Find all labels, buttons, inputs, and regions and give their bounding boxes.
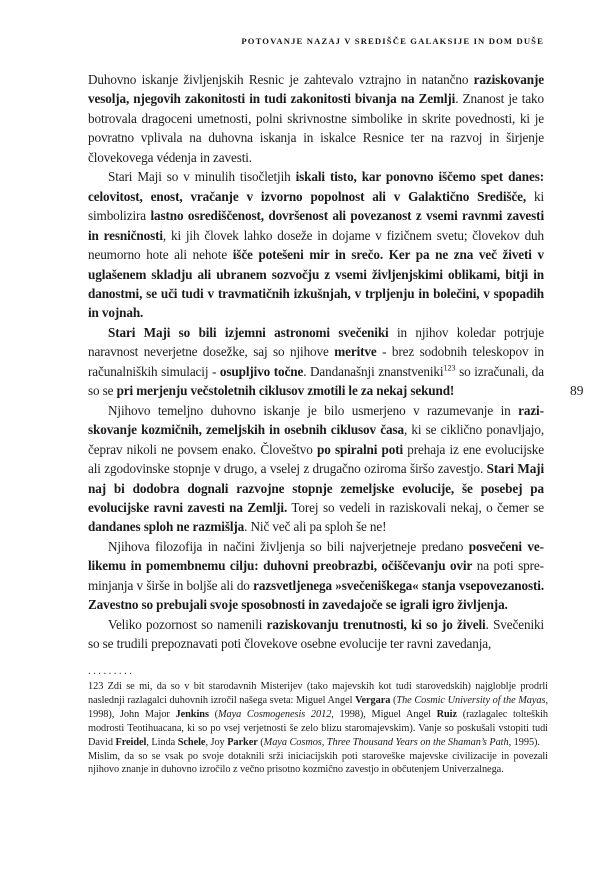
text-run: meritve [334, 344, 377, 360]
text-run: Njihova filozofija in načini življenja so bili najverjetneje predano [108, 538, 469, 554]
text-run: Stari Maji so v minulih tisočletjih [108, 169, 296, 185]
text-run: Jenkins [175, 708, 209, 720]
text-run: , ki jih človek lahko doseže in dojame v fizičnem svetu; človekov duh neumorno hote ali nehote [88, 227, 544, 263]
text-run: Mislim, da so se vsak po svoje dotaknili srži iniciacijskih poti staroveške majevske civilizacije in povezali njihovo znanje in duhovno izročilo z večno prisotno kozmično zavestjo in občutenjem Univerzalnega. [88, 750, 548, 776]
text-run: raziskovanje kozmičnih, zemeljskih in osebnih ciklusov časa [88, 402, 544, 438]
running-head: POTOVANJE NAZAJ V SREDIŠČE GALAKSIJE IN DOM DUŠE [241, 36, 544, 46]
text-run: lastno osrediščenost, dovršenost ali povezanost z vsemi ravnmi zavesti in resničnosti [88, 208, 544, 243]
paragraph [88, 750, 548, 778]
text-run: , 1998), Miguel Angel [331, 708, 437, 720]
footnote-text [88, 680, 548, 777]
text-run: The Cosmic University of the Mayas [396, 694, 546, 706]
page-number: 89 [570, 383, 584, 398]
text-run: - brez sodobnih teleskopov in računalniških simulacij - [88, 344, 544, 379]
text-run: , 1995). [508, 736, 540, 748]
text-run: razsvetljenega »svečeniškega« stanja vsepovezanosti. Zavestno so prebujali svoje sposobnosti in zavedajoče se igrali igro življenja. [88, 577, 544, 613]
text-run: Ruiz [436, 708, 458, 720]
text-run: osupljivo točne [219, 363, 304, 379]
text-run: . Nič več ali pa sploh še ne! [244, 519, 387, 535]
text-run: raziskovanju trenutnosti, ki so jo živeli [266, 616, 486, 632]
paragraph [88, 537, 544, 615]
text-run: posvečeni velikemu in pomembnemu cilju: duhovni preobrazbi, očiščevanju ovir [88, 538, 544, 574]
text-run: ( [208, 708, 218, 720]
text-run: (razlagalec tolteških modrosti Teotihuacana, ki so po vsej verjetnosti še zelo blizu staromajevskim). Vanje so poskušali vstopiti tudi David [88, 708, 548, 748]
text-run: , Linda [146, 736, 178, 748]
paragraph [88, 70, 544, 167]
text-run: dandanes sploh ne razmišlja [88, 519, 245, 535]
text-run: Veliko pozornost so namenili [108, 616, 267, 632]
text-run: pri merjenju večstoletnih ciklusov zmotili le za nekaj sekund! [116, 383, 455, 399]
text-run: in njihov koledar potrjuje naravnost neverjetne dosežke, saj so njihove [88, 324, 544, 360]
paragraph [88, 615, 544, 654]
text-run: po spiralni poti [317, 441, 404, 457]
text-run: Stari Maji so bili izjemni astronomi svečeniki [108, 324, 389, 340]
paragraph [88, 323, 544, 401]
text-run: Vergara [355, 694, 391, 706]
text-run: Maya Cosmogenesis 2012 [217, 708, 332, 720]
text-run: Duhovno iskanje življenjskih Resnic je zahtevalo vztrajno in natančno [88, 72, 474, 87]
text-run: raziskovanje vesolja, njegovih zakonitosti in tudi zakonitosti bivanja na Zemlji [88, 72, 544, 107]
text-run: ( [257, 736, 264, 748]
text-run: ki simbolizira [88, 188, 544, 224]
text-run: prehaja iz ene evolucijske ali zgodovinske stopnje v drugo, a vselej z drugačno oziroma širšo zavestjo. [88, 441, 544, 477]
text-run: išče potešeni mir in srečo. Ker pa ne zna več živeti v uglašenem skladju ali ubranem sozvočju z vsemi življenjskimi oblikami, bitji in danostmi, se uči tudi v travmatičnih izkušnjah, v trpljenju in bolečini, v spopadih in vojnah. [88, 247, 545, 321]
paragraph [88, 680, 548, 750]
text-run: Freidel [115, 736, 147, 748]
paragraph [88, 167, 544, 323]
text-run: ( [390, 694, 397, 706]
text-run: . Svečeniki so se trudili prepoznavati poti človekove osebne evolucije ter ravni zavedanja, [88, 616, 545, 652]
text-run: 123 Zdi se mi, da so v bit starodavnih Misterijev (tako majevskih kot tudi starovedskih) najgloblje prodrli naslednji razlagalci duhovnih izročil našega sveta: Miguel Angel [88, 681, 548, 706]
text-run: so izračunali, da so se [88, 363, 544, 399]
footnote-reference: 123 [443, 363, 456, 373]
text-run: , 1998), John Major [88, 694, 548, 720]
text-run: . Znanost je tako botrovala dragoceni umetnosti, polni skrivnostne simbolike in skrite povednosti, ki je povratno vplivala na duhovna iskanja in iskalce Resnice ter na razvoj in širjenje človekovega védenja in zavesti. [88, 91, 544, 165]
text-run: Maya Cosmos, Three Thousand Years on the Shaman’s Path [263, 736, 509, 748]
text-run: , ki se ciklično ponavljajo, čeprav nikoli ne povsem enako. Človeštvo [88, 422, 544, 457]
text-run: . Dandanašnji znanstveniki [303, 363, 444, 379]
text-run: Parker [227, 736, 258, 748]
text-run: Stari Maji naj bi dodobra dognali razvojne stopnje zemeljske evolucije, še posebej pa evolucijske ravni zavesti na Zemlji. [88, 461, 545, 515]
text-run: Njihovo temeljno duhovno iskanje je bilo usmerjeno v razumevanje in [108, 402, 519, 418]
paragraph [88, 401, 544, 537]
text-run: iskali tisto, kar ponovno iščemo spet danes: celovitost, enost, vračanje v izvorno popolnost ali v Galaktično Središče, [88, 169, 544, 204]
text-run: na poti spreminjanja v širše in boljše ali do [88, 558, 544, 593]
text-run: , Joy [205, 736, 228, 748]
text-run: Schele [177, 736, 206, 748]
text-run: Torej so vedeli in raziskovali nekaj, o čemer se [287, 499, 544, 515]
footnote-separator: ......... [88, 665, 135, 677]
body-text [88, 70, 544, 654]
